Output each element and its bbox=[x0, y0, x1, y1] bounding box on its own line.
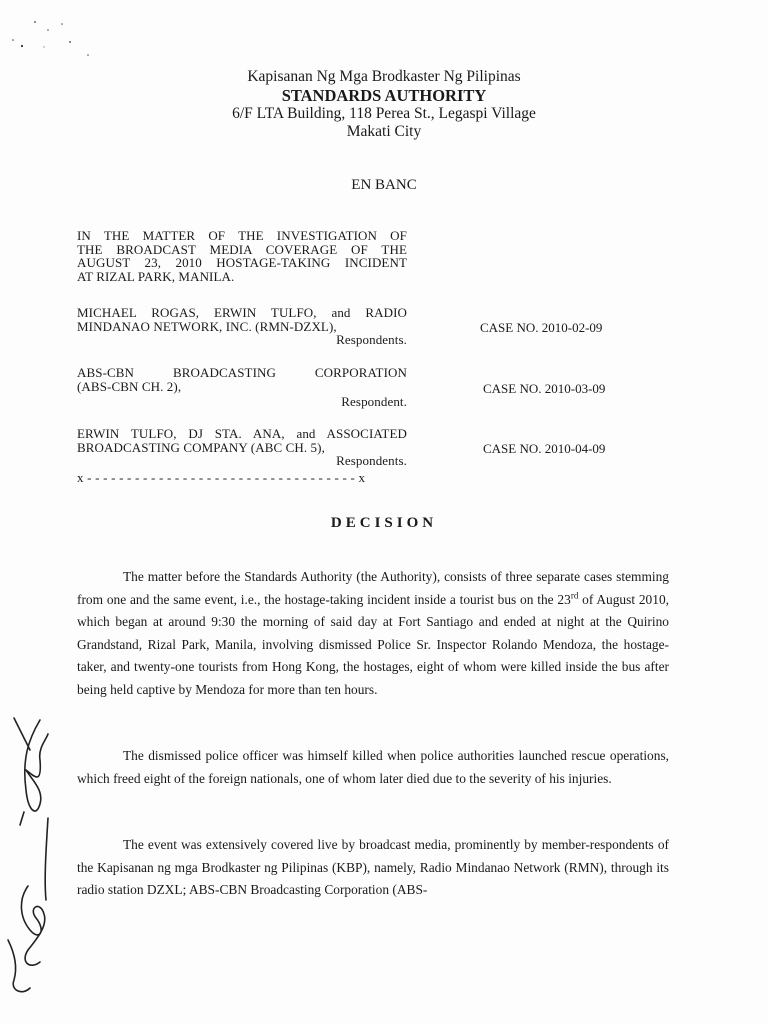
party-line: (ABS-CBN CH. 2), bbox=[77, 378, 182, 394]
matter-caption bbox=[77, 229, 407, 283]
scan-specks bbox=[0, 0, 120, 70]
party-role: Respondent. bbox=[341, 394, 407, 409]
paragraph-3: The event was extensively covered live by broadcast media, prominently by member-respondents of the Kapisanan ng mga Brodkaster ng Pilipinas (KBP), namely, Radio Mindanao Network (RMN), through its radio station DZXL; ABS-CBN Broadcasting Corporation (ABS- bbox=[77, 837, 669, 897]
party-line: ERWIN TULFO, DJ STA. ANA, and ASSOCIATED bbox=[77, 426, 407, 441]
paragraph-text: of August 2010, which began at around 9:30 the morning of said day at Fort Santiago and ended at night at the Quirino Grandstand, Rizal Park, Manila, involving dismissed Police Sr. Inspector Rolando Mendoza, the hostage-taker, and twenty-one tourists from Hong Kong, the hostages, eight of whom were killed inside the bus after being held captive by Mendoza for more than ten hours. bbox=[77, 591, 669, 697]
paragraph-2: The dismissed police officer was himself killed when police authorities launched rescue operations, which freed eight of the foreign nationals, one of whom later died due to the severity of his injuries. bbox=[77, 748, 669, 786]
party-line: BROADCASTING COMPANY (ABC CH. 5), bbox=[77, 439, 325, 455]
case-parties-2 bbox=[77, 366, 407, 409]
party-line: MINDANAO NETWORK, INC. (RMN-DZXL), bbox=[77, 318, 337, 334]
party-line: MICHAEL ROGAS, ERWIN TULFO, and RADIO bbox=[77, 305, 407, 320]
case-number-3: CASE NO. 2010-04-09 bbox=[483, 441, 606, 456]
case-parties-1 bbox=[77, 306, 407, 347]
paragraph-text: The matter before the Standards Authority (the Authority), consists of three separate cases stemming from one and the same event, i.e., the hostage-taking incident inside a tourist bus on the 23 bbox=[77, 569, 669, 607]
en-banc: EN BANC bbox=[351, 177, 417, 193]
handwritten-initials bbox=[0, 700, 70, 1010]
decision-title: DECISION bbox=[330, 515, 438, 531]
address-line-1: 6/F LTA Building, 118 Perea St., Legaspi Village bbox=[232, 105, 536, 122]
party-line: ABS-CBN BROADCASTING CORPORATION bbox=[77, 365, 407, 380]
matter-line: IN THE MATTER OF THE INVESTIGATION OF bbox=[77, 228, 407, 243]
case-parties-3 bbox=[77, 427, 407, 468]
matter-line: AUGUST 23, 2010 HOSTAGE-TAKING INCIDENT bbox=[77, 255, 407, 270]
case-number-2: CASE NO. 2010-03-09 bbox=[483, 381, 606, 396]
case-number-1: CASE NO. 2010-02-09 bbox=[480, 320, 603, 335]
paragraph-1 bbox=[77, 566, 669, 701]
matter-line: AT RIZAL PARK, MANILA. bbox=[77, 268, 235, 284]
party-role: Respondents. bbox=[336, 332, 407, 347]
authority-title: STANDARDS AUTHORITY bbox=[281, 86, 487, 105]
ordinal-suffix: rd bbox=[570, 590, 579, 601]
org-name: Kapisanan Ng Mga Brodkaster Ng Pilipinas bbox=[247, 68, 521, 85]
caption-separator: x - - - - - - - - - - - - - - - - - - - - - - - - - - - - - - - - - - x bbox=[77, 470, 366, 485]
address-line-2: Makati City bbox=[346, 123, 422, 140]
party-role: Respondents. bbox=[336, 453, 407, 468]
matter-line: THE BROADCAST MEDIA COVERAGE OF THE bbox=[77, 241, 407, 257]
